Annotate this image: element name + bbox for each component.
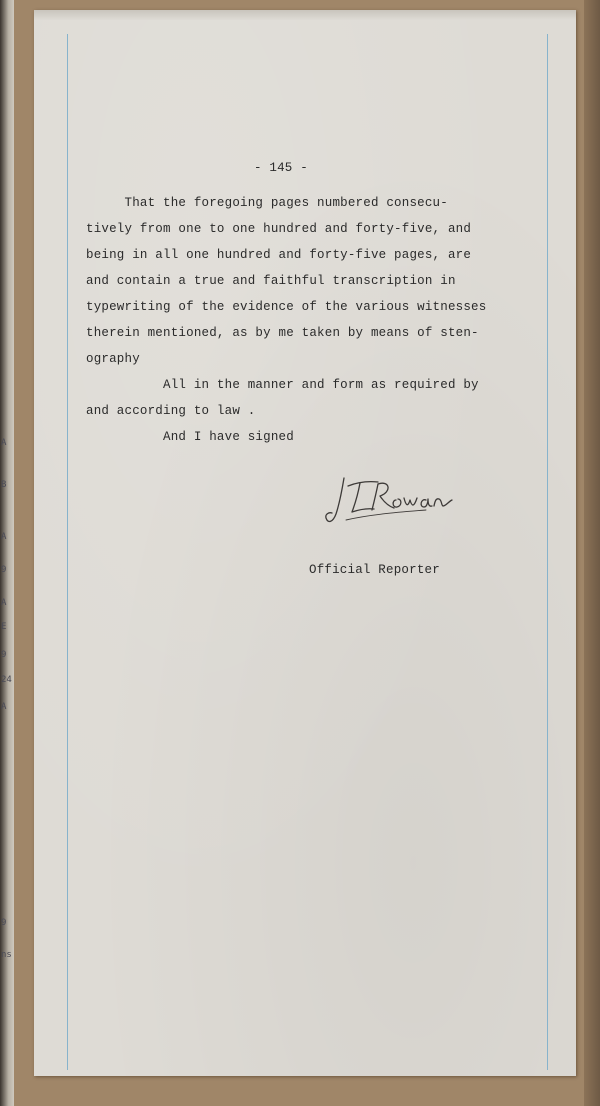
left-margin-rule <box>67 34 68 1070</box>
right-margin-rule <box>547 34 548 1070</box>
signer-title: Official Reporter <box>309 563 440 577</box>
margin-mark: A <box>1 532 7 542</box>
margin-mark: 9 <box>1 650 7 660</box>
margin-mark: A <box>1 702 7 712</box>
paper-top-edge <box>34 10 576 20</box>
body-line: tively from one to one hundred and forty-five, and <box>86 222 472 236</box>
margin-mark: ns <box>1 950 12 960</box>
body-line: being in all one hundred and forty-five pages, are <box>86 248 472 262</box>
margin-mark: 9 <box>1 918 7 928</box>
body-line: therein mentioned, as by me taken by means of sten- <box>86 326 479 340</box>
page-number: - 145 - <box>254 161 308 175</box>
margin-mark: B <box>1 480 7 490</box>
folder-cover-edge <box>584 0 600 1106</box>
body-line: typewriting of the evidence of the various witnesses <box>86 300 487 314</box>
margin-mark: A <box>1 598 7 608</box>
body-line: That the foregoing pages numbered consecu- <box>86 196 448 210</box>
body-line: All in the manner and form as required by <box>86 378 479 392</box>
handwritten-signature <box>322 472 462 532</box>
body-line: and according to law . <box>86 404 256 418</box>
body-line: and contain a true and faithful transcription in <box>86 274 456 288</box>
facing-page-edge <box>0 0 14 1106</box>
margin-mark: E <box>1 622 7 632</box>
typewritten-page <box>34 10 576 1076</box>
facing-page-margin-marks <box>0 0 14 1106</box>
margin-mark: 24 <box>1 675 12 685</box>
body-line: And I have signed <box>86 430 294 444</box>
body-line: ography <box>86 352 140 366</box>
margin-mark: 9 <box>1 565 7 575</box>
margin-mark: A <box>1 438 7 448</box>
